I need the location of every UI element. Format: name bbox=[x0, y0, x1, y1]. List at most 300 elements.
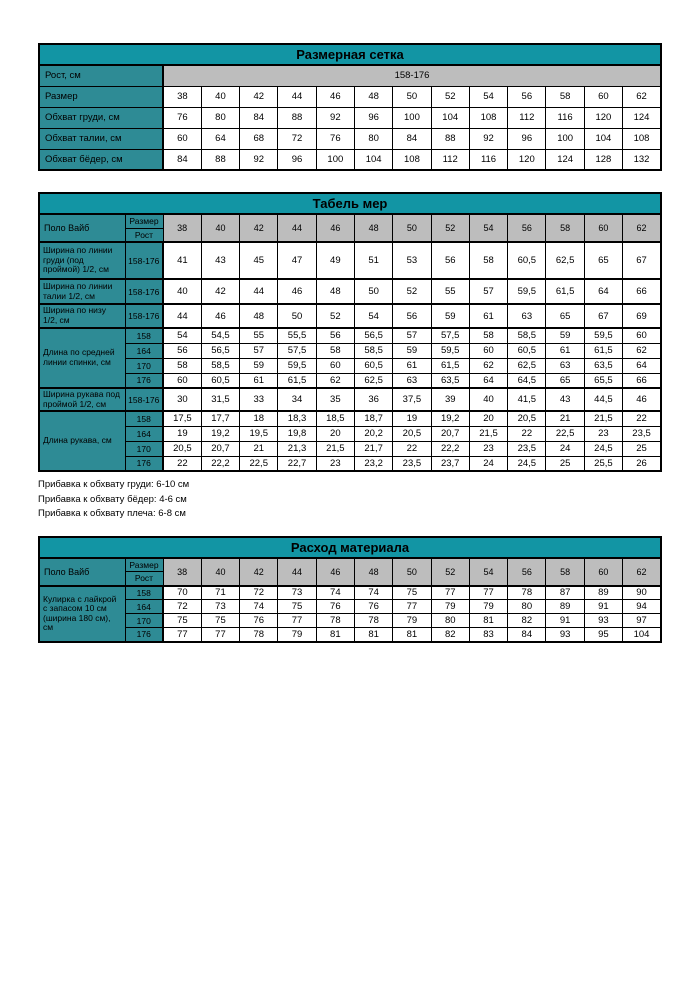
data-cell: 95 bbox=[584, 628, 622, 642]
data-cell: 78 bbox=[316, 614, 354, 628]
data-cell: 58 bbox=[469, 242, 507, 279]
data-cell: 21 bbox=[240, 441, 278, 456]
data-cell: 40 bbox=[201, 86, 239, 107]
rost-cell: 158 bbox=[125, 328, 163, 343]
data-cell: 24 bbox=[546, 441, 584, 456]
data-cell: 92 bbox=[240, 149, 278, 170]
data-cell: 112 bbox=[431, 149, 469, 170]
note-line: Прибавка к обхвату бёдер: 4-6 см bbox=[38, 493, 187, 505]
size-column-header: 38 bbox=[163, 214, 201, 242]
data-cell: 76 bbox=[316, 600, 354, 614]
table-row bbox=[39, 304, 661, 328]
rost-cell: 164 bbox=[125, 600, 163, 614]
data-cell: 52 bbox=[431, 86, 469, 107]
table-row bbox=[39, 328, 661, 343]
row-label: Обхват груди, см bbox=[39, 107, 163, 128]
data-cell: 20,7 bbox=[431, 426, 469, 441]
table-row bbox=[39, 242, 661, 279]
data-cell: 59 bbox=[431, 304, 469, 328]
data-cell: 108 bbox=[393, 149, 431, 170]
data-cell: 67 bbox=[584, 304, 622, 328]
data-cell: 63 bbox=[508, 304, 546, 328]
size-column-header: 44 bbox=[278, 214, 316, 242]
size-column-header: 44 bbox=[278, 558, 316, 586]
data-cell: 59,5 bbox=[431, 343, 469, 358]
data-cell: 66 bbox=[623, 373, 661, 388]
data-cell: 76 bbox=[316, 128, 354, 149]
data-cell: 59 bbox=[546, 328, 584, 343]
data-cell: 17,7 bbox=[201, 411, 239, 426]
data-cell: 88 bbox=[431, 128, 469, 149]
data-cell: 89 bbox=[546, 600, 584, 614]
rost-cell: 170 bbox=[125, 441, 163, 456]
data-cell: 18 bbox=[240, 411, 278, 426]
data-cell: 60 bbox=[163, 128, 201, 149]
data-cell: 59,5 bbox=[278, 358, 316, 373]
data-cell: 54 bbox=[163, 328, 201, 343]
rost-cell: 176 bbox=[125, 456, 163, 471]
size-column-header: 38 bbox=[163, 558, 201, 586]
data-cell: 61 bbox=[240, 373, 278, 388]
data-cell: 23,2 bbox=[354, 456, 392, 471]
data-cell: 45 bbox=[240, 242, 278, 279]
data-cell: 90 bbox=[623, 586, 661, 600]
data-cell: 20 bbox=[469, 411, 507, 426]
data-cell: 19 bbox=[163, 426, 201, 441]
data-cell: 60 bbox=[584, 86, 622, 107]
data-cell: 60 bbox=[316, 358, 354, 373]
data-cell: 21,5 bbox=[316, 441, 354, 456]
table-row bbox=[39, 456, 661, 471]
data-cell: 81 bbox=[393, 628, 431, 642]
data-cell: 88 bbox=[278, 107, 316, 128]
size-column-header: 58 bbox=[546, 558, 584, 586]
data-cell: 112 bbox=[508, 107, 546, 128]
data-cell: 92 bbox=[469, 128, 507, 149]
data-cell: 22,7 bbox=[278, 456, 316, 471]
data-cell: 77 bbox=[431, 586, 469, 600]
data-cell: 77 bbox=[469, 586, 507, 600]
data-cell: 18,7 bbox=[354, 411, 392, 426]
data-cell: 24,5 bbox=[584, 441, 622, 456]
data-cell: 43 bbox=[546, 388, 584, 411]
size-column-header: 56 bbox=[508, 214, 546, 242]
data-cell: 71 bbox=[201, 586, 239, 600]
data-cell: 54 bbox=[469, 86, 507, 107]
data-cell: 96 bbox=[508, 128, 546, 149]
size-column-header: 54 bbox=[469, 214, 507, 242]
size-column-header: 60 bbox=[584, 558, 622, 586]
data-cell: 104 bbox=[584, 128, 622, 149]
data-cell: 19,2 bbox=[431, 411, 469, 426]
size-column-header: 48 bbox=[354, 214, 392, 242]
data-cell: 82 bbox=[431, 628, 469, 642]
data-cell: 84 bbox=[163, 149, 201, 170]
table-row bbox=[39, 149, 661, 170]
data-cell: 60,5 bbox=[201, 373, 239, 388]
data-cell: 73 bbox=[201, 600, 239, 614]
size-grid-table bbox=[38, 43, 662, 171]
data-cell: 50 bbox=[393, 86, 431, 107]
data-cell: 21,7 bbox=[354, 441, 392, 456]
data-cell: 35 bbox=[316, 388, 354, 411]
data-cell: 89 bbox=[584, 586, 622, 600]
table-row bbox=[39, 600, 661, 614]
size-column-header: 52 bbox=[431, 558, 469, 586]
data-cell: 80 bbox=[508, 600, 546, 614]
data-cell: 17,5 bbox=[163, 411, 201, 426]
data-cell: 62,5 bbox=[354, 373, 392, 388]
rost-cell: 158 bbox=[125, 411, 163, 426]
row-group-label: Длина по средней линии спинки, см bbox=[39, 328, 125, 388]
data-cell: 92 bbox=[316, 107, 354, 128]
data-cell: 22,5 bbox=[240, 456, 278, 471]
data-cell: 25 bbox=[623, 441, 661, 456]
data-cell: 61,5 bbox=[278, 373, 316, 388]
data-cell: 19,8 bbox=[278, 426, 316, 441]
data-cell: 59 bbox=[393, 343, 431, 358]
data-cell: 64 bbox=[584, 279, 622, 304]
data-cell: 60,5 bbox=[354, 358, 392, 373]
size-column-header: 62 bbox=[623, 214, 661, 242]
data-cell: 79 bbox=[393, 614, 431, 628]
size-column-header: 42 bbox=[240, 558, 278, 586]
table-row bbox=[39, 441, 661, 456]
data-cell: 76 bbox=[240, 614, 278, 628]
data-cell: 40 bbox=[163, 279, 201, 304]
data-cell: 56,5 bbox=[201, 343, 239, 358]
table-row bbox=[39, 86, 661, 107]
data-cell: 64 bbox=[623, 358, 661, 373]
data-cell: 91 bbox=[546, 614, 584, 628]
data-cell: 61,5 bbox=[431, 358, 469, 373]
data-cell: 80 bbox=[431, 614, 469, 628]
row-label: Обхват талии, см bbox=[39, 128, 163, 149]
data-cell: 47 bbox=[278, 242, 316, 279]
size-column-header: 50 bbox=[393, 214, 431, 242]
data-cell: 20,5 bbox=[163, 441, 201, 456]
data-cell: 60 bbox=[623, 328, 661, 343]
data-cell: 40 bbox=[469, 388, 507, 411]
rost-header-label: Рост bbox=[125, 228, 163, 242]
note-line: Прибавка к обхвату груди: 6-10 см bbox=[38, 479, 190, 491]
data-cell: 19 bbox=[393, 411, 431, 426]
data-cell: 81 bbox=[316, 628, 354, 642]
data-cell: 34 bbox=[278, 388, 316, 411]
data-cell: 96 bbox=[278, 149, 316, 170]
rost-cell: 158 bbox=[125, 586, 163, 600]
data-cell: 23 bbox=[316, 456, 354, 471]
product-name-label: Поло Вайб bbox=[39, 214, 125, 242]
data-cell: 56 bbox=[393, 304, 431, 328]
data-cell: 104 bbox=[623, 628, 661, 642]
data-cell: 128 bbox=[584, 149, 622, 170]
data-cell: 100 bbox=[316, 149, 354, 170]
data-cell: 72 bbox=[163, 600, 201, 614]
size-column-header: 50 bbox=[393, 558, 431, 586]
data-cell: 104 bbox=[354, 149, 392, 170]
data-cell: 77 bbox=[278, 614, 316, 628]
data-cell: 20,7 bbox=[201, 441, 239, 456]
data-cell: 64 bbox=[469, 373, 507, 388]
data-cell: 23,5 bbox=[623, 426, 661, 441]
table-row bbox=[39, 614, 661, 628]
data-cell: 20,5 bbox=[508, 411, 546, 426]
measures-title: Табель мер bbox=[39, 193, 661, 214]
data-cell: 62,5 bbox=[546, 242, 584, 279]
data-cell: 62,5 bbox=[508, 358, 546, 373]
data-cell: 59,5 bbox=[584, 328, 622, 343]
data-cell: 77 bbox=[201, 628, 239, 642]
data-cell: 60,5 bbox=[508, 343, 546, 358]
size-column-header: 42 bbox=[240, 214, 278, 242]
data-cell: 50 bbox=[354, 279, 392, 304]
data-cell: 62 bbox=[469, 358, 507, 373]
data-cell: 82 bbox=[508, 614, 546, 628]
size-grid-title: Размерная сетка bbox=[39, 44, 661, 65]
data-cell: 20,2 bbox=[354, 426, 392, 441]
data-cell: 21,5 bbox=[584, 411, 622, 426]
data-cell: 80 bbox=[201, 107, 239, 128]
data-cell: 24,5 bbox=[508, 456, 546, 471]
data-cell: 124 bbox=[623, 107, 661, 128]
data-cell: 22,2 bbox=[201, 456, 239, 471]
data-cell: 54,5 bbox=[201, 328, 239, 343]
rost-cell: 176 bbox=[125, 373, 163, 388]
data-cell: 46 bbox=[623, 388, 661, 411]
notes-block bbox=[38, 478, 662, 522]
data-cell: 124 bbox=[546, 149, 584, 170]
data-cell: 44 bbox=[278, 86, 316, 107]
data-cell: 62 bbox=[316, 373, 354, 388]
table-row bbox=[39, 411, 661, 426]
data-cell: 41,5 bbox=[508, 388, 546, 411]
data-cell: 43 bbox=[201, 242, 239, 279]
data-cell: 23,7 bbox=[431, 456, 469, 471]
data-cell: 63,5 bbox=[584, 358, 622, 373]
data-cell: 20 bbox=[316, 426, 354, 441]
data-cell: 74 bbox=[354, 586, 392, 600]
data-cell: 59,5 bbox=[508, 279, 546, 304]
table-row bbox=[39, 128, 661, 149]
data-cell: 51 bbox=[354, 242, 392, 279]
data-cell: 25 bbox=[546, 456, 584, 471]
data-cell: 21,3 bbox=[278, 441, 316, 456]
data-cell: 81 bbox=[354, 628, 392, 642]
product-name-label: Поло Вайб bbox=[39, 558, 125, 586]
row-group-label: Ширина по линии талии 1/2, см bbox=[39, 279, 125, 304]
data-cell: 93 bbox=[584, 614, 622, 628]
data-cell: 62 bbox=[623, 343, 661, 358]
data-cell: 46 bbox=[201, 304, 239, 328]
data-cell: 19,2 bbox=[201, 426, 239, 441]
data-cell: 104 bbox=[431, 107, 469, 128]
rost-cell: 164 bbox=[125, 426, 163, 441]
data-cell: 58 bbox=[316, 343, 354, 358]
data-cell: 81 bbox=[469, 614, 507, 628]
data-cell: 75 bbox=[201, 614, 239, 628]
data-cell: 22 bbox=[163, 456, 201, 471]
size-column-header: 46 bbox=[316, 558, 354, 586]
data-cell: 38 bbox=[163, 86, 201, 107]
row-group-label: Ширина по линии груди (под проймой) 1/2, см bbox=[39, 242, 125, 279]
data-cell: 22,5 bbox=[546, 426, 584, 441]
data-cell: 100 bbox=[393, 107, 431, 128]
data-cell: 80 bbox=[354, 128, 392, 149]
data-cell: 63 bbox=[393, 373, 431, 388]
data-cell: 24 bbox=[469, 456, 507, 471]
data-cell: 58,5 bbox=[354, 343, 392, 358]
table-row bbox=[39, 388, 661, 411]
material-consumption-table bbox=[38, 536, 662, 643]
table-row bbox=[39, 107, 661, 128]
data-cell: 78 bbox=[354, 614, 392, 628]
data-cell: 56,5 bbox=[354, 328, 392, 343]
data-cell: 120 bbox=[508, 149, 546, 170]
data-cell: 20,5 bbox=[393, 426, 431, 441]
rost-cell: 170 bbox=[125, 358, 163, 373]
rost-cell: 158-176 bbox=[125, 304, 163, 328]
data-cell: 97 bbox=[623, 614, 661, 628]
data-cell: 77 bbox=[163, 628, 201, 642]
data-cell: 79 bbox=[431, 600, 469, 614]
row-label: Размер bbox=[39, 86, 163, 107]
data-cell: 77 bbox=[393, 600, 431, 614]
data-cell: 64,5 bbox=[508, 373, 546, 388]
data-cell: 58 bbox=[546, 86, 584, 107]
data-cell: 44 bbox=[240, 279, 278, 304]
data-cell: 58 bbox=[163, 358, 201, 373]
size-header-label: Размер bbox=[125, 558, 163, 572]
data-cell: 21 bbox=[546, 411, 584, 426]
data-cell: 57 bbox=[240, 343, 278, 358]
data-cell: 72 bbox=[278, 128, 316, 149]
data-cell: 54 bbox=[354, 304, 392, 328]
data-cell: 22,2 bbox=[431, 441, 469, 456]
row-group-label: Ширина рукава под проймой 1/2, см bbox=[39, 388, 125, 411]
data-cell: 68 bbox=[240, 128, 278, 149]
size-column-header: 40 bbox=[201, 558, 239, 586]
data-cell: 19,5 bbox=[240, 426, 278, 441]
data-cell: 22 bbox=[508, 426, 546, 441]
data-cell: 88 bbox=[201, 149, 239, 170]
data-cell: 66 bbox=[623, 279, 661, 304]
data-cell: 22 bbox=[623, 411, 661, 426]
data-cell: 30 bbox=[163, 388, 201, 411]
size-column-header: 62 bbox=[623, 558, 661, 586]
data-cell: 56 bbox=[431, 242, 469, 279]
data-cell: 116 bbox=[546, 107, 584, 128]
data-cell: 50 bbox=[278, 304, 316, 328]
data-cell: 56 bbox=[508, 86, 546, 107]
size-column-header: 46 bbox=[316, 214, 354, 242]
measures-table bbox=[38, 192, 662, 472]
data-cell: 48 bbox=[316, 279, 354, 304]
data-cell: 36 bbox=[354, 388, 392, 411]
data-cell: 84 bbox=[508, 628, 546, 642]
rost-cell: 164 bbox=[125, 343, 163, 358]
data-cell: 56 bbox=[163, 343, 201, 358]
data-cell: 100 bbox=[546, 128, 584, 149]
data-cell: 69 bbox=[623, 304, 661, 328]
data-cell: 41 bbox=[163, 242, 201, 279]
data-cell: 44 bbox=[163, 304, 201, 328]
data-cell: 61 bbox=[546, 343, 584, 358]
data-cell: 60 bbox=[469, 343, 507, 358]
data-cell: 23,5 bbox=[393, 456, 431, 471]
data-cell: 37,5 bbox=[393, 388, 431, 411]
data-cell: 62 bbox=[623, 86, 661, 107]
data-cell: 61,5 bbox=[546, 279, 584, 304]
data-cell: 65,5 bbox=[584, 373, 622, 388]
data-cell: 65 bbox=[584, 242, 622, 279]
data-cell: 26 bbox=[623, 456, 661, 471]
data-cell: 53 bbox=[393, 242, 431, 279]
data-cell: 73 bbox=[278, 586, 316, 600]
data-cell: 60 bbox=[163, 373, 201, 388]
data-cell: 61 bbox=[393, 358, 431, 373]
data-cell: 63,5 bbox=[431, 373, 469, 388]
data-cell: 83 bbox=[469, 628, 507, 642]
data-cell: 48 bbox=[354, 86, 392, 107]
data-cell: 65 bbox=[546, 373, 584, 388]
data-cell: 74 bbox=[240, 600, 278, 614]
size-column-header: 60 bbox=[584, 214, 622, 242]
size-column-header: 56 bbox=[508, 558, 546, 586]
row-group-label: Ширина по низу 1/2, см bbox=[39, 304, 125, 328]
table-row bbox=[39, 343, 661, 358]
data-cell: 57 bbox=[469, 279, 507, 304]
size-column-header: 58 bbox=[546, 214, 584, 242]
row-group-label: Кулирка с лайкрой с запасом 10 см (ширина 180 см), см bbox=[39, 586, 125, 642]
data-cell: 87 bbox=[546, 586, 584, 600]
data-cell: 25,5 bbox=[584, 456, 622, 471]
data-cell: 96 bbox=[354, 107, 392, 128]
data-cell: 132 bbox=[623, 149, 661, 170]
data-cell: 56 bbox=[316, 328, 354, 343]
data-cell: 60,5 bbox=[508, 242, 546, 279]
data-cell: 76 bbox=[163, 107, 201, 128]
data-cell: 48 bbox=[240, 304, 278, 328]
data-cell: 46 bbox=[278, 279, 316, 304]
data-cell: 108 bbox=[623, 128, 661, 149]
rost-cell: 170 bbox=[125, 614, 163, 628]
data-cell: 74 bbox=[316, 586, 354, 600]
data-cell: 61 bbox=[469, 304, 507, 328]
data-cell: 42 bbox=[201, 279, 239, 304]
data-cell: 91 bbox=[584, 600, 622, 614]
data-cell: 31,5 bbox=[201, 388, 239, 411]
data-cell: 57,5 bbox=[278, 343, 316, 358]
data-cell: 59 bbox=[240, 358, 278, 373]
data-cell: 55 bbox=[431, 279, 469, 304]
data-cell: 63 bbox=[546, 358, 584, 373]
data-cell: 58,5 bbox=[508, 328, 546, 343]
size-column-header: 40 bbox=[201, 214, 239, 242]
data-cell: 84 bbox=[240, 107, 278, 128]
data-cell: 55,5 bbox=[278, 328, 316, 343]
data-cell: 116 bbox=[469, 149, 507, 170]
data-cell: 75 bbox=[393, 586, 431, 600]
row-label: Обхват бёдер, см bbox=[39, 149, 163, 170]
data-cell: 120 bbox=[584, 107, 622, 128]
rost-header-label: Рост bbox=[125, 572, 163, 586]
data-cell: 46 bbox=[316, 86, 354, 107]
data-cell: 18,5 bbox=[316, 411, 354, 426]
data-cell: 58,5 bbox=[201, 358, 239, 373]
material-title: Расход материала bbox=[39, 537, 661, 558]
data-cell: 94 bbox=[623, 600, 661, 614]
